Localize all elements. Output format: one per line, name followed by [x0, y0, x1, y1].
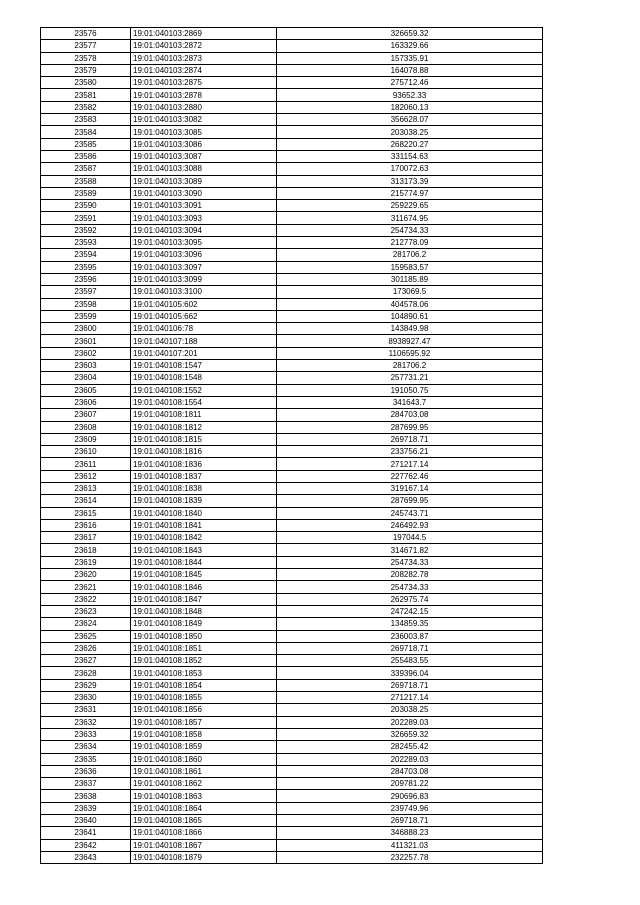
table-row [41, 286, 543, 298]
row-number-cell: 23643 [41, 851, 131, 863]
row-number-cell: 23594 [41, 249, 131, 261]
cadastral-number-cell: 19:01:040108:1845 [131, 569, 277, 581]
cadastral-number-cell: 19:01:040108:1848 [131, 605, 277, 617]
cadastral-number-cell: 19:01:040108:1548 [131, 372, 277, 384]
cadastral-number-cell: 19:01:040108:1857 [131, 716, 277, 728]
cadastral-number-cell: 19:01:040108:1862 [131, 778, 277, 790]
row-number-cell: 23616 [41, 519, 131, 531]
cadastral-value-cell: 262975.74 [277, 593, 543, 605]
table-row [41, 667, 543, 679]
cadastral-number-cell: 19:01:040108:1836 [131, 458, 277, 470]
cadastral-number-cell: 19:01:040108:1852 [131, 655, 277, 667]
cadastral-value-cell: 287699.95 [277, 495, 543, 507]
row-number-cell: 23608 [41, 421, 131, 433]
cadastral-number-cell: 19:01:040103:3097 [131, 261, 277, 273]
cadastral-value-cell: 239749.96 [277, 802, 543, 814]
cadastral-value-cell: 311674.95 [277, 212, 543, 224]
cadastral-value-cell: 254734.33 [277, 581, 543, 593]
row-number-cell: 23639 [41, 802, 131, 814]
cadastral-number-cell: 19:01:040103:3090 [131, 187, 277, 199]
table-row [41, 458, 543, 470]
cadastral-number-cell: 19:01:040108:1855 [131, 692, 277, 704]
cadastral-value-table [40, 27, 543, 864]
row-number-cell: 23640 [41, 815, 131, 827]
cadastral-value-cell: 236003.87 [277, 630, 543, 642]
cadastral-number-cell: 19:01:040103:3099 [131, 273, 277, 285]
row-number-cell: 23623 [41, 605, 131, 617]
table-row [41, 212, 543, 224]
cadastral-number-cell: 19:01:040103:3100 [131, 286, 277, 298]
cadastral-value-cell: 269718.71 [277, 642, 543, 654]
cadastral-number-cell: 19:01:040106:78 [131, 323, 277, 335]
table-row [41, 569, 543, 581]
table-row [41, 556, 543, 568]
cadastral-number-cell: 19:01:040108:1847 [131, 593, 277, 605]
row-number-cell: 23582 [41, 101, 131, 113]
cadastral-number-cell: 19:01:040103:3091 [131, 200, 277, 212]
row-number-cell: 23588 [41, 175, 131, 187]
table-row [41, 679, 543, 691]
cadastral-value-cell: 159583.57 [277, 261, 543, 273]
cadastral-value-cell: 271217.14 [277, 458, 543, 470]
table-row [41, 409, 543, 421]
row-number-cell: 23581 [41, 89, 131, 101]
table-row [41, 581, 543, 593]
cadastral-value-cell: 314671.82 [277, 544, 543, 556]
cadastral-value-cell: 209781.22 [277, 778, 543, 790]
cadastral-number-cell: 19:01:040103:3087 [131, 150, 277, 162]
cadastral-value-cell: 182060.13 [277, 101, 543, 113]
row-number-cell: 23580 [41, 77, 131, 89]
row-number-cell: 23636 [41, 765, 131, 777]
cadastral-value-cell: 259229.65 [277, 200, 543, 212]
cadastral-number-cell: 19:01:040107:188 [131, 335, 277, 347]
cadastral-value-cell: 173069.5 [277, 286, 543, 298]
cadastral-value-cell: 197044.5 [277, 532, 543, 544]
cadastral-number-cell: 19:01:040108:1842 [131, 532, 277, 544]
table-row [41, 790, 543, 802]
table-row [41, 40, 543, 52]
cadastral-value-cell: 163329.66 [277, 40, 543, 52]
table-row [41, 753, 543, 765]
table-row [41, 126, 543, 138]
table-row [41, 433, 543, 445]
cadastral-value-cell: 254734.33 [277, 556, 543, 568]
table-row [41, 310, 543, 322]
cadastral-value-cell: 191050.75 [277, 384, 543, 396]
row-number-cell: 23601 [41, 335, 131, 347]
cadastral-value-cell: 290696.83 [277, 790, 543, 802]
cadastral-value-cell: 301185.89 [277, 273, 543, 285]
cadastral-value-cell: 313173.39 [277, 175, 543, 187]
row-number-cell: 23617 [41, 532, 131, 544]
row-number-cell: 23621 [41, 581, 131, 593]
cadastral-number-cell: 19:01:040108:1867 [131, 839, 277, 851]
cadastral-number-cell: 19:01:040103:3088 [131, 163, 277, 175]
table-row [41, 163, 543, 175]
table-row [41, 421, 543, 433]
row-number-cell: 23590 [41, 200, 131, 212]
row-number-cell: 23637 [41, 778, 131, 790]
cadastral-number-cell: 19:01:040108:1841 [131, 519, 277, 531]
cadastral-value-cell: 404578.06 [277, 298, 543, 310]
cadastral-value-cell: 208282.78 [277, 569, 543, 581]
row-number-cell: 23629 [41, 679, 131, 691]
cadastral-value-cell: 93652.33 [277, 89, 543, 101]
cadastral-number-cell: 19:01:040108:1864 [131, 802, 277, 814]
cadastral-value-cell: 339396.04 [277, 667, 543, 679]
row-number-cell: 23595 [41, 261, 131, 273]
cadastral-value-cell: 326659.32 [277, 728, 543, 740]
table-row [41, 52, 543, 64]
cadastral-number-cell: 19:01:040103:2878 [131, 89, 277, 101]
cadastral-value-cell: 257731.21 [277, 372, 543, 384]
cadastral-number-cell: 19:01:040108:1837 [131, 470, 277, 482]
table-row [41, 64, 543, 76]
row-number-cell: 23603 [41, 360, 131, 372]
row-number-cell: 23591 [41, 212, 131, 224]
table-row [41, 372, 543, 384]
row-number-cell: 23604 [41, 372, 131, 384]
cadastral-value-cell: 212778.09 [277, 237, 543, 249]
cadastral-number-cell: 19:01:040108:1851 [131, 642, 277, 654]
row-number-cell: 23635 [41, 753, 131, 765]
table-row [41, 28, 543, 40]
table-row [41, 200, 543, 212]
cadastral-value-cell: 341643.7 [277, 396, 543, 408]
table-row [41, 187, 543, 199]
row-number-cell: 23641 [41, 827, 131, 839]
cadastral-value-cell: 281706.2 [277, 249, 543, 261]
table-row [41, 384, 543, 396]
cadastral-number-cell: 19:01:040103:3086 [131, 138, 277, 150]
table-row [41, 224, 543, 236]
table-row [41, 802, 543, 814]
table-row [41, 642, 543, 654]
cadastral-number-cell: 19:01:040108:1860 [131, 753, 277, 765]
row-number-cell: 23618 [41, 544, 131, 556]
cadastral-number-cell: 19:01:040108:1811 [131, 409, 277, 421]
cadastral-number-cell: 19:01:040103:2875 [131, 77, 277, 89]
cadastral-value-cell: 268220.27 [277, 138, 543, 150]
table-row [41, 446, 543, 458]
table-row [41, 114, 543, 126]
cadastral-number-cell: 19:01:040108:1865 [131, 815, 277, 827]
row-number-cell: 23606 [41, 396, 131, 408]
row-number-cell: 23612 [41, 470, 131, 482]
cadastral-value-cell: 269718.71 [277, 815, 543, 827]
table-row [41, 261, 543, 273]
cadastral-value-cell: 1106595.92 [277, 347, 543, 359]
cadastral-number-cell: 19:01:040108:1853 [131, 667, 277, 679]
cadastral-value-cell: 326659.32 [277, 28, 543, 40]
cadastral-value-cell: 215774.97 [277, 187, 543, 199]
cadastral-number-cell: 19:01:040105:662 [131, 310, 277, 322]
row-number-cell: 23598 [41, 298, 131, 310]
row-number-cell: 23630 [41, 692, 131, 704]
row-number-cell: 23614 [41, 495, 131, 507]
row-number-cell: 23586 [41, 150, 131, 162]
table-row [41, 778, 543, 790]
cadastral-value-cell: 255483.55 [277, 655, 543, 667]
row-number-cell: 23610 [41, 446, 131, 458]
table-row [41, 815, 543, 827]
table-row [41, 507, 543, 519]
table-row [41, 298, 543, 310]
row-number-cell: 23600 [41, 323, 131, 335]
cadastral-number-cell: 19:01:040108:1854 [131, 679, 277, 691]
cadastral-number-cell: 19:01:040108:1815 [131, 433, 277, 445]
cadastral-number-cell: 19:01:040108:1849 [131, 618, 277, 630]
row-number-cell: 23593 [41, 237, 131, 249]
table-row [41, 89, 543, 101]
table-row [41, 495, 543, 507]
table-row [41, 150, 543, 162]
cadastral-number-cell: 19:01:040103:2872 [131, 40, 277, 52]
cadastral-value-cell: 134859.35 [277, 618, 543, 630]
cadastral-value-cell: 233756.21 [277, 446, 543, 458]
cadastral-number-cell: 19:01:040103:3096 [131, 249, 277, 261]
table-row [41, 347, 543, 359]
row-number-cell: 23611 [41, 458, 131, 470]
cadastral-number-cell: 19:01:040108:1816 [131, 446, 277, 458]
table-row [41, 704, 543, 716]
table-row [41, 593, 543, 605]
cadastral-number-cell: 19:01:040103:2880 [131, 101, 277, 113]
row-number-cell: 23596 [41, 273, 131, 285]
cadastral-number-cell: 19:01:040108:1812 [131, 421, 277, 433]
table-row [41, 396, 543, 408]
cadastral-number-cell: 19:01:040108:1858 [131, 728, 277, 740]
cadastral-number-cell: 19:01:040103:3085 [131, 126, 277, 138]
table-row [41, 335, 543, 347]
table-row [41, 532, 543, 544]
cadastral-value-cell: 202289.03 [277, 716, 543, 728]
cadastral-value-cell: 247242.15 [277, 605, 543, 617]
cadastral-number-cell: 19:01:040108:1554 [131, 396, 277, 408]
row-number-cell: 23584 [41, 126, 131, 138]
table-row [41, 323, 543, 335]
table-row [41, 273, 543, 285]
table-row [41, 630, 543, 642]
row-number-cell: 23587 [41, 163, 131, 175]
cadastral-number-cell: 19:01:040108:1839 [131, 495, 277, 507]
table-row [41, 741, 543, 753]
cadastral-value-cell: 164078.88 [277, 64, 543, 76]
cadastral-number-cell: 19:01:040108:1866 [131, 827, 277, 839]
cadastral-value-cell: 269718.71 [277, 433, 543, 445]
cadastral-value-cell: 411321.03 [277, 839, 543, 851]
cadastral-value-cell: 284703.08 [277, 409, 543, 421]
table-row [41, 839, 543, 851]
table-row [41, 482, 543, 494]
cadastral-number-cell: 19:01:040108:1838 [131, 482, 277, 494]
cadastral-number-cell: 19:01:040103:3093 [131, 212, 277, 224]
row-number-cell: 23613 [41, 482, 131, 494]
row-number-cell: 23633 [41, 728, 131, 740]
cadastral-number-cell: 19:01:040103:3094 [131, 224, 277, 236]
table-row [41, 851, 543, 863]
table-row [41, 544, 543, 556]
row-number-cell: 23597 [41, 286, 131, 298]
row-number-cell: 23632 [41, 716, 131, 728]
cadastral-value-cell: 203038.25 [277, 704, 543, 716]
cadastral-number-cell: 19:01:040105:602 [131, 298, 277, 310]
cadastral-number-cell: 19:01:040108:1879 [131, 851, 277, 863]
cadastral-number-cell: 19:01:040108:1846 [131, 581, 277, 593]
row-number-cell: 23602 [41, 347, 131, 359]
table-row [41, 655, 543, 667]
table-row [41, 692, 543, 704]
cadastral-value-cell: 143849.98 [277, 323, 543, 335]
row-number-cell: 23576 [41, 28, 131, 40]
table-row [41, 249, 543, 261]
cadastral-value-cell: 202289.03 [277, 753, 543, 765]
row-number-cell: 23628 [41, 667, 131, 679]
cadastral-value-cell: 346888.23 [277, 827, 543, 839]
cadastral-number-cell: 19:01:040108:1840 [131, 507, 277, 519]
cadastral-number-cell: 19:01:040103:3095 [131, 237, 277, 249]
row-number-cell: 23577 [41, 40, 131, 52]
table-row [41, 360, 543, 372]
row-number-cell: 23609 [41, 433, 131, 445]
cadastral-value-cell: 284703.08 [277, 765, 543, 777]
row-number-cell: 23627 [41, 655, 131, 667]
cadastral-value-cell: 203038.25 [277, 126, 543, 138]
cadastral-number-cell: 19:01:040103:3089 [131, 175, 277, 187]
cadastral-value-cell: 232257.78 [277, 851, 543, 863]
row-number-cell: 23578 [41, 52, 131, 64]
cadastral-value-cell: 254734.33 [277, 224, 543, 236]
table-row [41, 765, 543, 777]
cadastral-number-cell: 19:01:040108:1547 [131, 360, 277, 372]
row-number-cell: 23622 [41, 593, 131, 605]
cadastral-value-cell: 271217.14 [277, 692, 543, 704]
cadastral-value-cell: 8938927.47 [277, 335, 543, 347]
cadastral-value-cell: 269718.71 [277, 679, 543, 691]
table-row [41, 605, 543, 617]
cadastral-number-cell: 19:01:040108:1843 [131, 544, 277, 556]
cadastral-value-cell: 104890.61 [277, 310, 543, 322]
row-number-cell: 23607 [41, 409, 131, 421]
cadastral-number-cell: 19:01:040103:2874 [131, 64, 277, 76]
table-row [41, 716, 543, 728]
cadastral-value-cell: 319167.14 [277, 482, 543, 494]
cadastral-number-cell: 19:01:040103:3082 [131, 114, 277, 126]
table-row [41, 77, 543, 89]
table-row [41, 519, 543, 531]
cadastral-number-cell: 19:01:040108:1850 [131, 630, 277, 642]
cadastral-value-cell: 157335.91 [277, 52, 543, 64]
cadastral-number-cell: 19:01:040103:2873 [131, 52, 277, 64]
row-number-cell: 23585 [41, 138, 131, 150]
cadastral-number-cell: 19:01:040108:1856 [131, 704, 277, 716]
cadastral-number-cell: 19:01:040108:1861 [131, 765, 277, 777]
table-body [41, 28, 543, 864]
row-number-cell: 23631 [41, 704, 131, 716]
cadastral-number-cell: 19:01:040103:2869 [131, 28, 277, 40]
cadastral-number-cell: 19:01:040107:201 [131, 347, 277, 359]
table-row [41, 827, 543, 839]
table-row [41, 728, 543, 740]
row-number-cell: 23589 [41, 187, 131, 199]
row-number-cell: 23619 [41, 556, 131, 568]
cadastral-number-cell: 19:01:040108:1552 [131, 384, 277, 396]
row-number-cell: 23579 [41, 64, 131, 76]
table-row [41, 138, 543, 150]
cadastral-value-cell: 275712.46 [277, 77, 543, 89]
row-number-cell: 23626 [41, 642, 131, 654]
row-number-cell: 23599 [41, 310, 131, 322]
cadastral-value-cell: 246492.93 [277, 519, 543, 531]
cadastral-value-cell: 245743.71 [277, 507, 543, 519]
row-number-cell: 23638 [41, 790, 131, 802]
cadastral-value-cell: 170072.63 [277, 163, 543, 175]
row-number-cell: 23634 [41, 741, 131, 753]
table-row [41, 101, 543, 113]
table-row [41, 237, 543, 249]
row-number-cell: 23642 [41, 839, 131, 851]
row-number-cell: 23625 [41, 630, 131, 642]
cadastral-value-cell: 356628.07 [277, 114, 543, 126]
row-number-cell: 23605 [41, 384, 131, 396]
cadastral-number-cell: 19:01:040108:1844 [131, 556, 277, 568]
cadastral-number-cell: 19:01:040108:1859 [131, 741, 277, 753]
row-number-cell: 23620 [41, 569, 131, 581]
table-row [41, 175, 543, 187]
row-number-cell: 23624 [41, 618, 131, 630]
row-number-cell: 23583 [41, 114, 131, 126]
cadastral-value-cell: 282455.42 [277, 741, 543, 753]
table-row [41, 618, 543, 630]
row-number-cell: 23592 [41, 224, 131, 236]
cadastral-value-cell: 227762.46 [277, 470, 543, 482]
cadastral-value-cell: 331154.63 [277, 150, 543, 162]
row-number-cell: 23615 [41, 507, 131, 519]
table-row [41, 470, 543, 482]
cadastral-value-cell: 281706.2 [277, 360, 543, 372]
cadastral-value-cell: 287699.95 [277, 421, 543, 433]
cadastral-number-cell: 19:01:040108:1863 [131, 790, 277, 802]
